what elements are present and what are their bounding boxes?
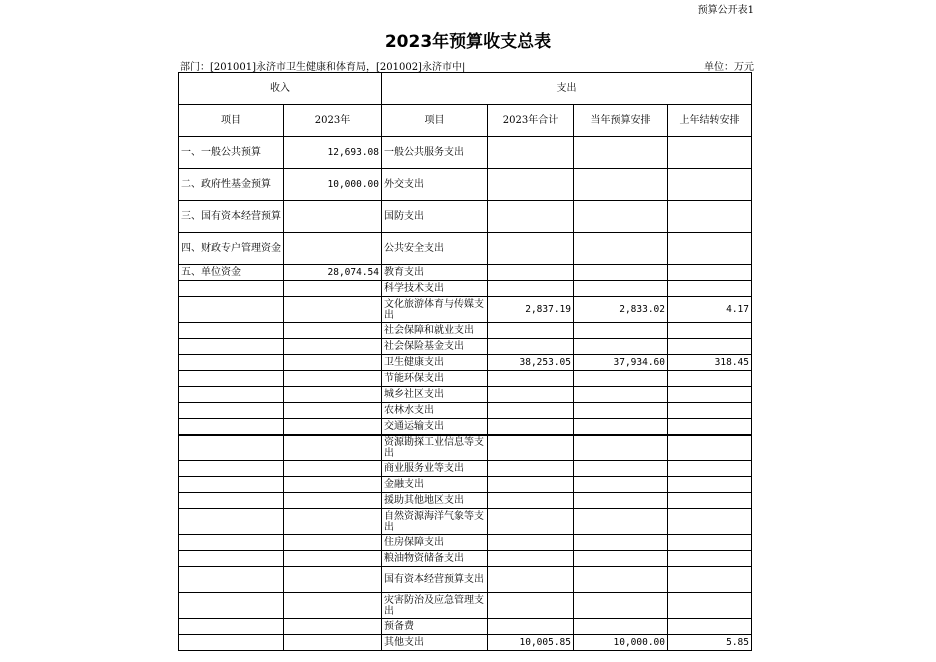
income-value xyxy=(284,403,382,419)
expense-current xyxy=(574,493,668,509)
expense-item: 外交支出 xyxy=(382,169,488,201)
unit-label: 单位：万元 xyxy=(704,62,754,73)
expense-carryover xyxy=(668,619,752,635)
expense-total xyxy=(488,323,574,339)
income-value xyxy=(284,593,382,619)
expense-carryover xyxy=(668,593,752,619)
income-value: 28,074.54 xyxy=(284,265,382,281)
income-value xyxy=(284,493,382,509)
income-item xyxy=(179,403,284,419)
form-number: 预算公开表1 xyxy=(697,5,754,16)
table-row xyxy=(179,419,752,435)
expense-carryover xyxy=(668,137,752,169)
expense-carryover xyxy=(668,233,752,265)
expense-carryover xyxy=(668,509,752,535)
table-row xyxy=(179,297,752,323)
expense-current xyxy=(574,551,668,567)
expense-current xyxy=(574,371,668,387)
expense-current: 10,000.00 xyxy=(574,635,668,651)
expense-carryover xyxy=(668,403,752,419)
expense-item: 社会保障和就业支出 xyxy=(382,323,488,339)
table-row xyxy=(179,435,752,461)
income-item xyxy=(179,339,284,355)
expense-total: 2,837.19 xyxy=(488,297,574,323)
expense-item: 农林水支出 xyxy=(382,403,488,419)
income-item xyxy=(179,281,284,297)
expense-current xyxy=(574,281,668,297)
expense-item: 国防支出 xyxy=(382,201,488,233)
expense-item: 一般公共服务支出 xyxy=(382,137,488,169)
expense-total xyxy=(488,461,574,477)
expense-carryover xyxy=(668,371,752,387)
expense-item: 文化旅游体育与传媒支出 xyxy=(382,297,488,323)
expense-item: 预备费 xyxy=(382,619,488,635)
income-item: 三、国有资本经营预算 xyxy=(179,201,284,233)
expense-carryover: 4.17 xyxy=(668,297,752,323)
expense-current xyxy=(574,137,668,169)
expense-item: 卫生健康支出 xyxy=(382,355,488,371)
expense-carryover xyxy=(668,323,752,339)
expense-total xyxy=(488,201,574,233)
expense-total: 10,005.85 xyxy=(488,635,574,651)
expense-item: 自然资源海洋气象等支出 xyxy=(382,509,488,535)
expense-carryover xyxy=(668,169,752,201)
expense-carryover xyxy=(668,551,752,567)
expense-total xyxy=(488,493,574,509)
expense-item: 社会保险基金支出 xyxy=(382,339,488,355)
expense-carryover xyxy=(668,493,752,509)
expense-carryover xyxy=(668,281,752,297)
expense-item: 灾害防治及应急管理支出 xyxy=(382,593,488,619)
expense-carryover: 318.45 xyxy=(668,355,752,371)
col-total: 2023年合计 xyxy=(488,105,574,137)
income-item: 四、财政专户管理资金 xyxy=(179,233,284,265)
income-value xyxy=(284,297,382,323)
expense-total xyxy=(488,169,574,201)
table-row xyxy=(179,265,752,281)
department-label: 部门：[201001]永济市卫生健康和体育局，[201002]永济市中| xyxy=(180,62,466,73)
income-item: 二、政府性基金预算 xyxy=(179,169,284,201)
income-value xyxy=(284,509,382,535)
table-row xyxy=(179,403,752,419)
table-row xyxy=(179,567,752,593)
expense-total xyxy=(488,403,574,419)
col-expense-item: 项目 xyxy=(382,105,488,137)
income-value xyxy=(284,371,382,387)
income-value: 12,693.08 xyxy=(284,137,382,169)
expense-total xyxy=(488,509,574,535)
table-row xyxy=(179,323,752,339)
income-value: 10,000.00 xyxy=(284,169,382,201)
expense-total xyxy=(488,593,574,619)
expense-item: 教育支出 xyxy=(382,265,488,281)
expense-current xyxy=(574,461,668,477)
expense-current: 37,934.60 xyxy=(574,355,668,371)
income-item xyxy=(179,419,284,435)
income-item xyxy=(179,435,284,461)
expense-current xyxy=(574,201,668,233)
expense-carryover xyxy=(668,477,752,493)
col-income-item: 项目 xyxy=(179,105,284,137)
income-item xyxy=(179,509,284,535)
expense-current xyxy=(574,265,668,281)
income-item xyxy=(179,567,284,593)
income-header: 收入 xyxy=(179,73,382,105)
expense-current xyxy=(574,619,668,635)
income-value xyxy=(284,233,382,265)
expense-total xyxy=(488,371,574,387)
income-item xyxy=(179,535,284,551)
expense-item: 援助其他地区支出 xyxy=(382,493,488,509)
income-value xyxy=(284,567,382,593)
income-item xyxy=(179,493,284,509)
expense-current xyxy=(574,509,668,535)
expense-current xyxy=(574,419,668,435)
income-value xyxy=(284,419,382,435)
col-income-2023: 2023年 xyxy=(284,105,382,137)
table-row xyxy=(179,387,752,403)
expense-current xyxy=(574,435,668,461)
expense-item: 国有资本经营预算支出 xyxy=(382,567,488,593)
table-row xyxy=(179,339,752,355)
expense-total xyxy=(488,233,574,265)
expense-carryover xyxy=(668,265,752,281)
income-value xyxy=(284,435,382,461)
income-item xyxy=(179,461,284,477)
income-value xyxy=(284,619,382,635)
expense-item: 住房保障支出 xyxy=(382,535,488,551)
page-title: 2023年预算收支总表 xyxy=(384,32,552,52)
income-value xyxy=(284,281,382,297)
expense-current xyxy=(574,567,668,593)
income-item xyxy=(179,619,284,635)
expense-item: 金融支出 xyxy=(382,477,488,493)
expense-total xyxy=(488,551,574,567)
expense-total xyxy=(488,477,574,493)
expense-item: 资源勘探工业信息等支出 xyxy=(382,435,488,461)
expense-current xyxy=(574,387,668,403)
expense-current xyxy=(574,233,668,265)
expense-current xyxy=(574,403,668,419)
col-current: 当年预算安排 xyxy=(574,105,668,137)
table-row xyxy=(179,137,752,169)
table-row xyxy=(179,551,752,567)
income-item xyxy=(179,477,284,493)
expense-total xyxy=(488,265,574,281)
expense-item: 商业服务业等支出 xyxy=(382,461,488,477)
expense-current xyxy=(574,593,668,619)
expense-current xyxy=(574,477,668,493)
income-value xyxy=(284,339,382,355)
table-row xyxy=(179,593,752,619)
expense-total: 38,253.05 xyxy=(488,355,574,371)
income-value xyxy=(284,387,382,403)
income-item xyxy=(179,355,284,371)
expense-total xyxy=(488,137,574,169)
income-value xyxy=(284,477,382,493)
expense-item: 科学技术支出 xyxy=(382,281,488,297)
table-row xyxy=(179,619,752,635)
expense-current xyxy=(574,535,668,551)
expense-carryover xyxy=(668,339,752,355)
table-row xyxy=(179,371,752,387)
expense-carryover xyxy=(668,461,752,477)
income-item: 一、一般公共预算 xyxy=(179,137,284,169)
expense-current xyxy=(574,169,668,201)
table-row xyxy=(179,355,752,371)
expense-carryover xyxy=(668,435,752,461)
expense-total xyxy=(488,619,574,635)
expense-carryover xyxy=(668,567,752,593)
table-row xyxy=(179,169,752,201)
income-value xyxy=(284,461,382,477)
income-item xyxy=(179,297,284,323)
income-value xyxy=(284,635,382,651)
expense-total xyxy=(488,567,574,593)
table-row xyxy=(179,477,752,493)
table-row xyxy=(179,635,752,651)
expense-total xyxy=(488,281,574,297)
col-carryover: 上年结转安排 xyxy=(668,105,752,137)
income-value xyxy=(284,201,382,233)
table-row xyxy=(179,535,752,551)
table-row xyxy=(179,233,752,265)
expense-total xyxy=(488,339,574,355)
income-item xyxy=(179,551,284,567)
expense-current xyxy=(574,323,668,339)
expense-carryover xyxy=(668,201,752,233)
expense-total xyxy=(488,535,574,551)
expense-item: 其他支出 xyxy=(382,635,488,651)
expense-carryover: 5.85 xyxy=(668,635,752,651)
income-item xyxy=(179,323,284,339)
income-value xyxy=(284,323,382,339)
expense-item: 城乡社区支出 xyxy=(382,387,488,403)
income-item xyxy=(179,387,284,403)
expense-current xyxy=(574,339,668,355)
income-item xyxy=(179,635,284,651)
expense-current: 2,833.02 xyxy=(574,297,668,323)
expense-total xyxy=(488,387,574,403)
budget-table xyxy=(178,72,752,651)
expense-header: 支出 xyxy=(382,73,752,105)
table-row xyxy=(179,461,752,477)
table-row xyxy=(179,281,752,297)
expense-item: 交通运输支出 xyxy=(382,419,488,435)
expense-item: 公共安全支出 xyxy=(382,233,488,265)
expense-item: 节能环保支出 xyxy=(382,371,488,387)
table-row xyxy=(179,509,752,535)
table-row xyxy=(179,201,752,233)
expense-carryover xyxy=(668,387,752,403)
expense-carryover xyxy=(668,535,752,551)
income-value xyxy=(284,551,382,567)
income-item xyxy=(179,593,284,619)
expense-total xyxy=(488,435,574,461)
table-row xyxy=(179,493,752,509)
expense-carryover xyxy=(668,419,752,435)
income-item: 五、单位资金 xyxy=(179,265,284,281)
expense-total xyxy=(488,419,574,435)
income-value xyxy=(284,355,382,371)
income-value xyxy=(284,535,382,551)
income-item xyxy=(179,371,284,387)
expense-item: 粮油物资储备支出 xyxy=(382,551,488,567)
